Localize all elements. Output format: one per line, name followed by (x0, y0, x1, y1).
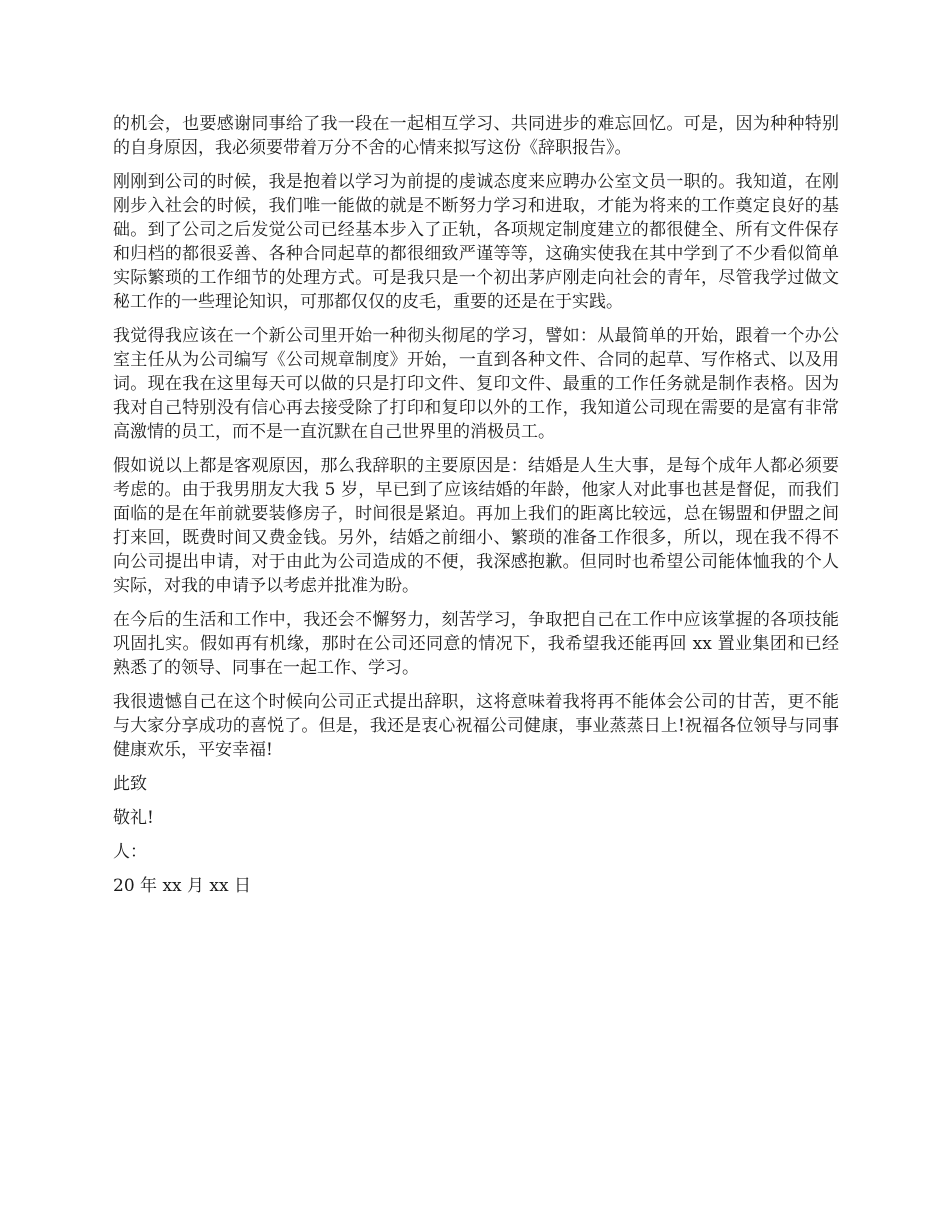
paragraph-3: 我觉得我应该在一个新公司里开始一种彻头彻尾的学习，譬如：从最简单的开始，跟着一个办公室主任从为公司编写《公司规章制度》开始，一直到各种文件、合同的起草、写作格式、以及用词。现在我在这里每天可以做的只是打印文件、复印文件、最重的工作任务就是制作表格。因为我对自己特别没有信心再去接受除了打印和复印以外的工作，我知道公司现在需要的是富有非常高激情的员工，而不是一直沉默在自己世界里的消极员工。 (113, 326, 839, 442)
closing-line: 此致 (113, 774, 147, 794)
signature-label: 人： (113, 842, 147, 862)
paragraph-4: 假如说以上都是客观原因，那么我辞职的主要原因是：结婚是人生大事，是每个成年人都必须要考虑的。由于我男朋友大我 5 岁，早已到了应该结婚的年龄，他家人对此事也甚是督促，而我们面临的是在年前就要装修房子，时间很是紧迫。再加上我们的距离比较远，总在锡盟和伊盟之间打来回，既费时间又费金钱。另外，结婚之前细小、繁琐的准备工作很多，所以，现在我不得不向公司提出申请，对于由此为公司造成的不便，我深感抱歉。但同时也希望公司能体恤我的个人实际，对我的申请予以考虑并批准为盼。 (113, 456, 839, 596)
date-line: 20 年 xx 月 xx 日 (113, 876, 252, 896)
paragraph-1: 的机会，也要感谢同事给了我一段在一起相互学习、共同进步的难忘回忆。可是，因为种种特别的自身原因，我必须要带着万分不舍的心情来拟写这份《辞职报告》。 (113, 114, 839, 158)
salute-line: 敬礼! (113, 808, 154, 828)
paragraph-2: 刚刚到公司的时候，我是抱着以学习为前提的虔诚态度来应聘办公室文员一职的。我知道，在刚刚步入社会的时候，我们唯一能做的就是不断努力学习和进取，才能为将来的工作奠定良好的基础。到了公司之后发觉公司已经基本步入了正轨，各项规定制度建立的都很健全、所有文件保存和归档的都很妥善、各种合同起草的都很细致严谨等等，这确实使我在其中学到了不少看似简单实际繁琐的工作细节的处理方式。可是我只是一个初出茅庐刚走向社会的青年，尽管我学过做文秘工作的一些理论知识，可那都仅仅的皮毛，重要的还是在于实践。 (113, 172, 839, 312)
paragraph-5: 在今后的生活和工作中，我还会不懈努力，刻苦学习，争取把自己在工作中应该掌握的各项技能巩固扎实。假如再有机缘，那时在公司还同意的情况下，我希望我还能再回 xx 置业集团和已经熟悉了的领导、同事在一起工作、学习。 (113, 610, 839, 678)
letter-body (113, 112, 839, 908)
paragraph-6: 我很遗憾自己在这个时候向公司正式提出辞职，这将意味着我将再不能体会公司的甘苦，更不能与大家分享成功的喜悦了。但是，我还是衷心祝福公司健康，事业蒸蒸日上!祝福各位领导与同事健康欢乐，平安幸福! (113, 692, 839, 760)
